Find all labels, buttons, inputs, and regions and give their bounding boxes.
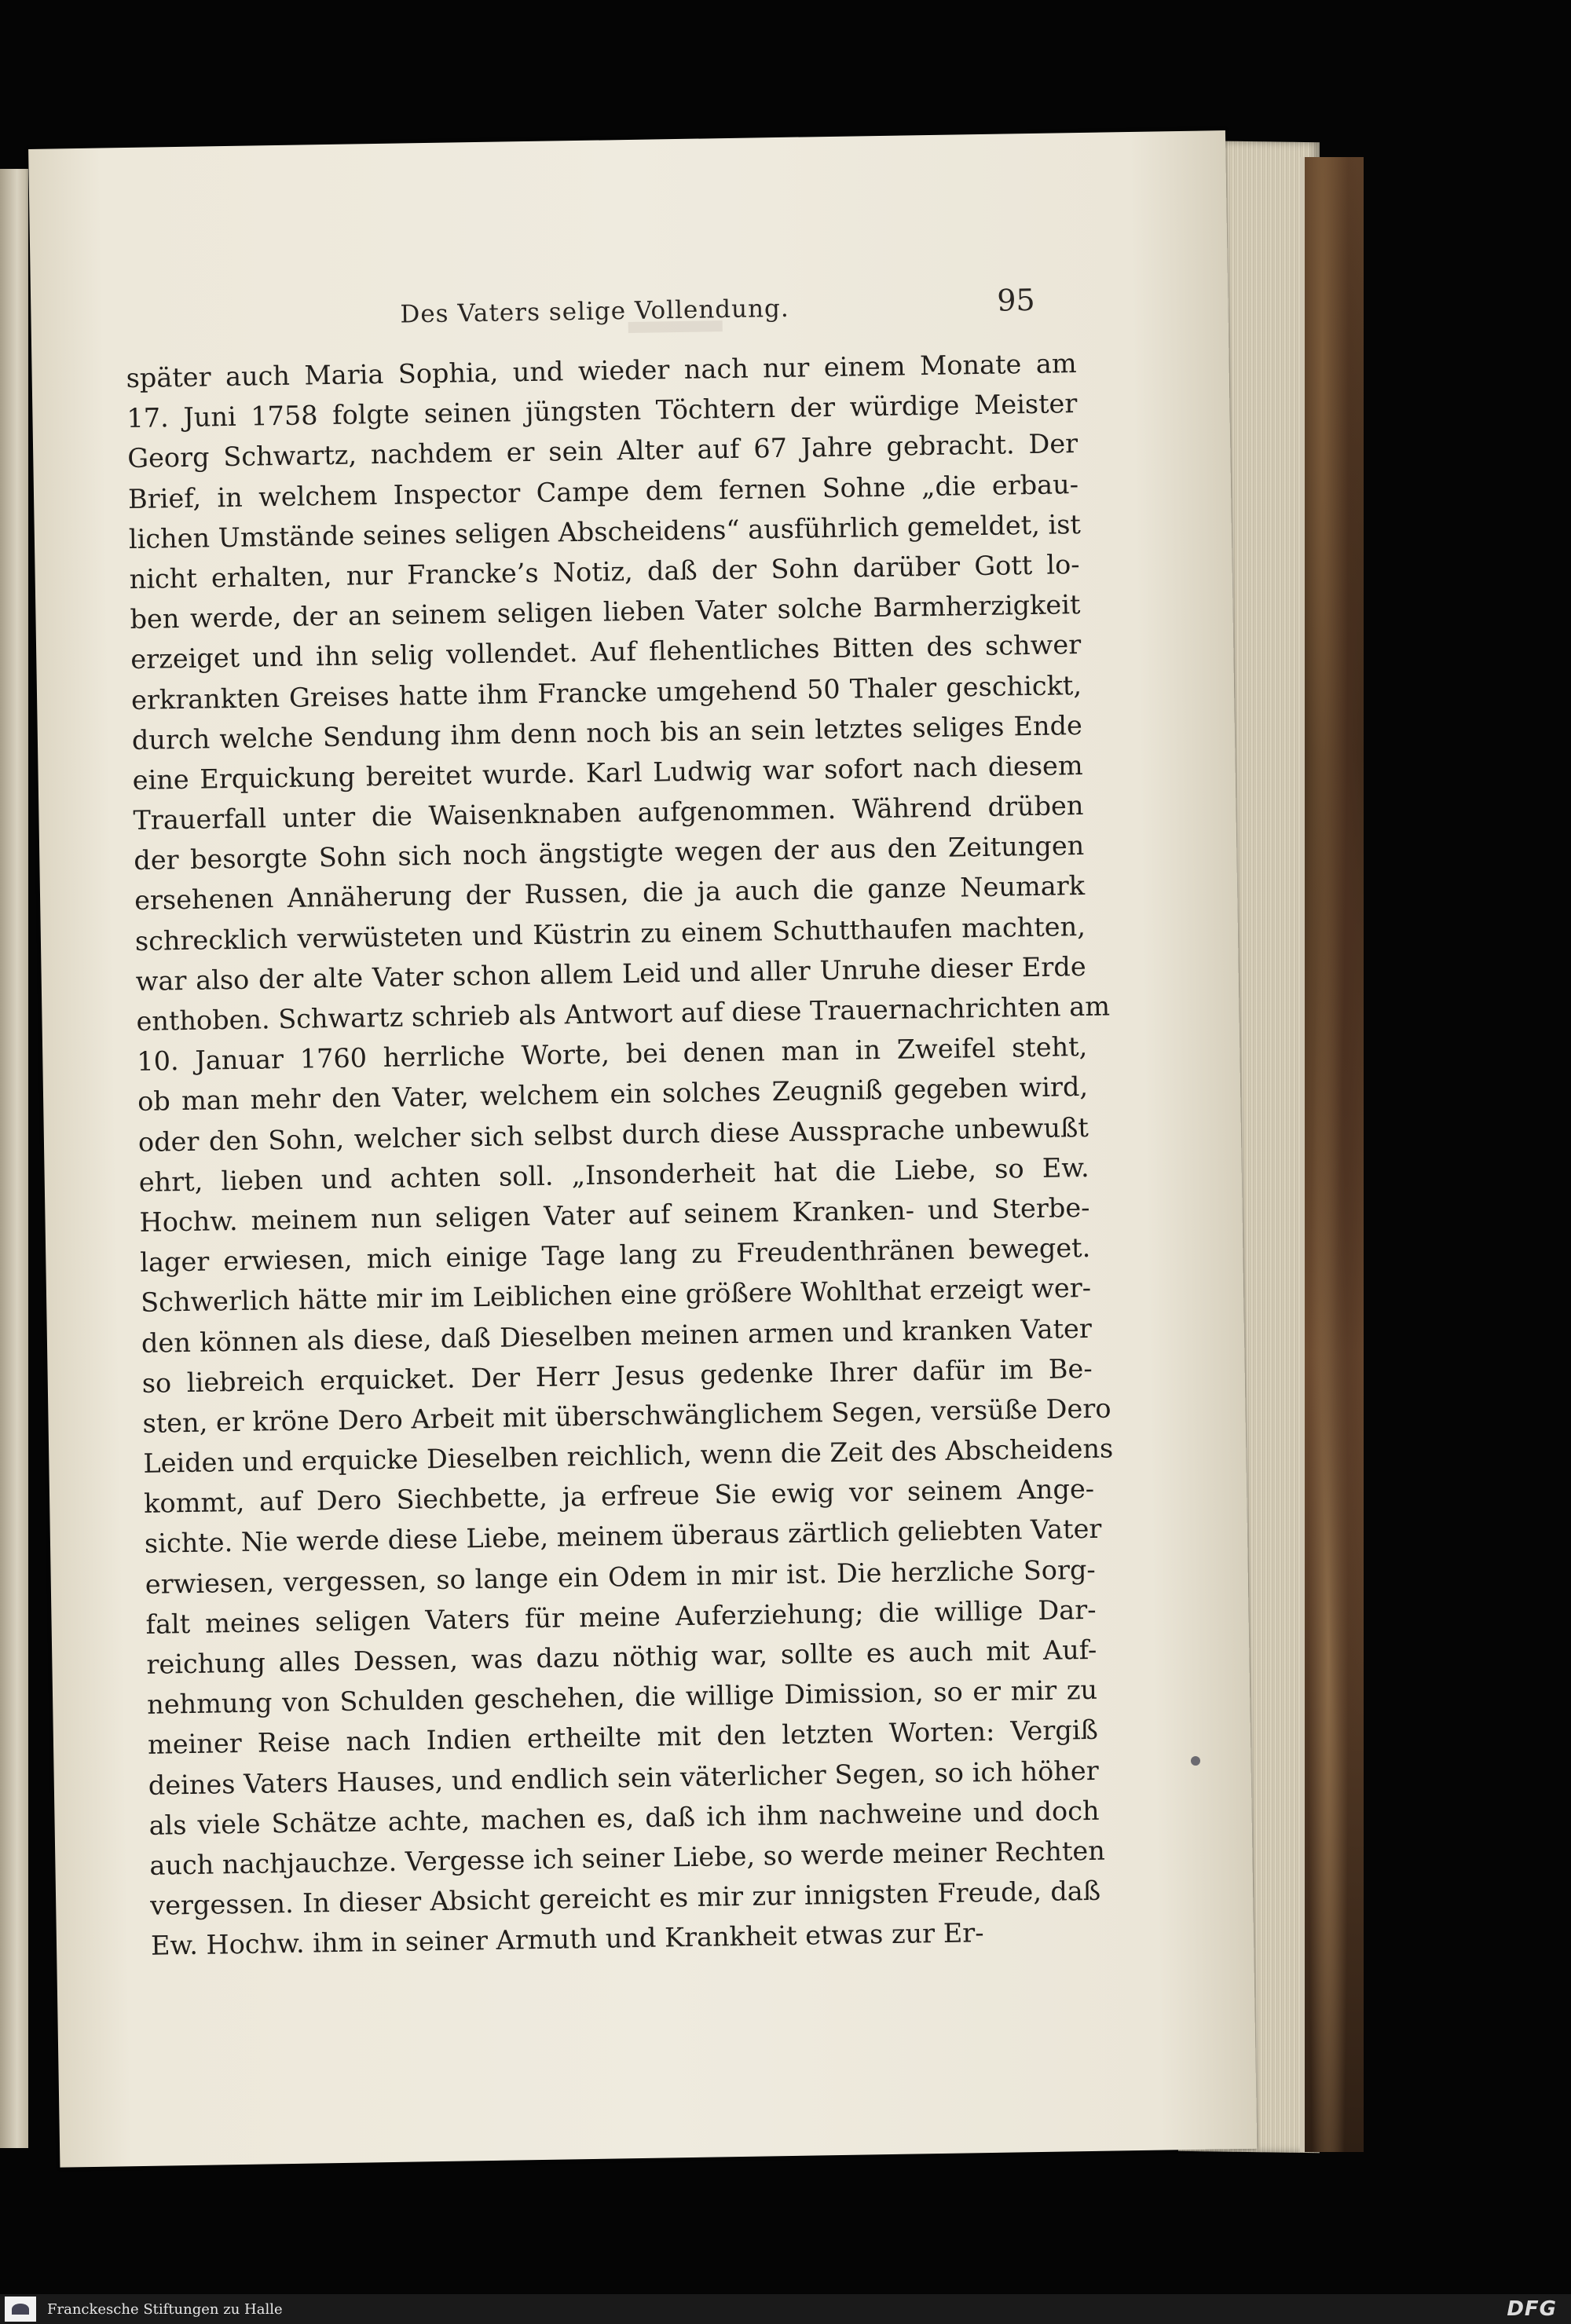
institution-name: Franckesche Stiftungen zu Halle <box>47 2300 283 2318</box>
book-page <box>28 130 1257 2168</box>
page-marker-dot <box>1191 1756 1200 1766</box>
text-line: kommt, auf Dero Siechbette, ja erfreue Sie ewig vor seinem Ange- <box>143 1473 1095 1520</box>
text-line: ersehenen Annäherung der Russen, die ja auch die ganze Neumark <box>134 870 1086 917</box>
text-line: lichen Umstände seines seligen Abscheidens“ ausführlich gemeldet, ist <box>128 508 1082 554</box>
page-number: 95 <box>996 282 1035 318</box>
left-page-edge <box>0 169 28 2148</box>
text-line: Hochw. meinem nun seligen Vater auf seinem Kranken- und Sterbe- <box>139 1191 1090 1238</box>
text-line: vergessen. In dieser Absicht gereicht es mir zur innigsten Freude, daß <box>149 1875 1101 1921</box>
text-line: schrecklich verwüsteten und Küstrin zu einem Schutthaufen machten, <box>134 910 1086 957</box>
running-head: Des Vaters selige Vollendung. <box>400 294 790 329</box>
text-line: reichung alles Dessen, was dazu nöthig war, sollte es auch mit Auf- <box>146 1634 1097 1680</box>
text-line: den können als diese, daß Dieselben meinen armen und kranken Vater <box>141 1312 1093 1359</box>
text-line: auch nachjauchze. Vergesse ich seiner Liebe, so werde meiner Rechten <box>149 1835 1106 1881</box>
text-line: Trauerfall unter die Waisenknaben aufgenommen. Während drüben <box>133 790 1084 836</box>
text-line: oder den Sohn, welcher sich selbst durch diese Aussprache unbewußt <box>137 1111 1089 1158</box>
text-line: falt meines seligen Vaters für meine Auferziehung; die willige Dar- <box>145 1594 1097 1640</box>
marbled-book-cover <box>1300 157 1364 2152</box>
text-line: sten, er kröne Dero Arbeit mit überschwänglichem Segen, versüße Dero <box>142 1393 1111 1439</box>
text-line: deines Vaters Hauses, und endlich sein väterlicher Segen, so ich höher <box>148 1755 1099 1801</box>
text-line: enthoben. Schwartz schrieb als Antwort auf diese Trauernachrichten am <box>136 990 1111 1037</box>
text-line: ben werde, der an seinem seligen lieben Vater solche Barmherzigkeit <box>130 589 1081 635</box>
institution-logo-icon <box>5 2297 36 2322</box>
text-line: ehrt, lieben und achten soll. „Insonderheit hat die Liebe, so Ew. <box>138 1151 1089 1198</box>
text-line: lager erwiesen, mich einige Tage lang zu Freudenthränen beweget. <box>140 1232 1091 1279</box>
text-line: als viele Schätze achte, machen es, daß ich ihm nachweine und doch <box>148 1795 1100 1841</box>
dfg-logo: DFG <box>1507 2297 1557 2321</box>
text-line: Schwerlich hätte mir im Leiblichen eine größere Wohlthat erzeigt wer- <box>140 1272 1092 1319</box>
text-line: später auch Maria Sophia, und wieder nach nur einem Monate am <box>126 348 1077 394</box>
text-line: so liebreich erquicket. Der Herr Jesus gedenke Ihrer dafür im Be- <box>141 1352 1093 1399</box>
text-line: meiner Reise nach Indien ertheilte mit den letzten Worten: Vergiß <box>147 1715 1099 1761</box>
text-line: Ew. Hochw. ihm in seiner Armuth und Krankheit etwas zur Er- <box>150 1917 984 1962</box>
text-line: erkrankten Greises hatte ihm Francke umgehend 50 Thaler geschickt, <box>130 669 1082 715</box>
text-line: erzeiget und ihn selig vollendet. Auf flehentliches Bitten des schwer <box>130 629 1082 675</box>
text-line: war also der alte Vater schon allem Leid und aller Unruhe dieser Erde <box>135 950 1086 997</box>
text-line: eine Erquickung bereitet wurde. Karl Ludwig war sofort nach diesem <box>132 749 1083 796</box>
text-line: ob man mehr den Vater, welchem ein solches Zeugniß gegeben wird, <box>137 1071 1089 1118</box>
text-line: der besorgte Sohn sich noch ängstigte wegen der aus den Zeitungen <box>134 830 1085 877</box>
text-line: durch welche Sendung ihm denn noch bis an sein letztes seliges Ende <box>131 709 1083 756</box>
text-line: nehmung von Schulden geschehen, die willige Dimission, so er mir zu <box>146 1674 1098 1721</box>
text-line: 17. Juni 1758 folgte seinen jüngsten Töchtern der würdige Meister <box>126 388 1078 434</box>
text-line: nicht erhalten, nur Francke’s Notiz, daß der Sohn darüber Gott lo- <box>129 548 1080 595</box>
text-line: Brief, in welchem Inspector Campe dem fernen Sohne „die erbau- <box>127 468 1079 514</box>
viewer-footer <box>0 2294 1571 2324</box>
body-text <box>126 343 1114 1966</box>
text-line: Georg Schwartz, nachdem er sein Alter auf 67 Jahre gebracht. Der <box>126 428 1078 474</box>
text-line: sichte. Nie werde diese Liebe, meinem überaus zärtlich geliebten Vater <box>144 1513 1102 1560</box>
text-line: Leiden und erquicke Dieselben reichlich, wenn die Zeit des Abscheidens <box>143 1433 1114 1479</box>
text-line: erwiesen, vergessen, so lange ein Odem in mir ist. Die herzliche Sorg- <box>145 1554 1096 1600</box>
text-line: 10. Januar 1760 herrliche Worte, bei denen man in Zweifel steht, <box>137 1031 1088 1078</box>
